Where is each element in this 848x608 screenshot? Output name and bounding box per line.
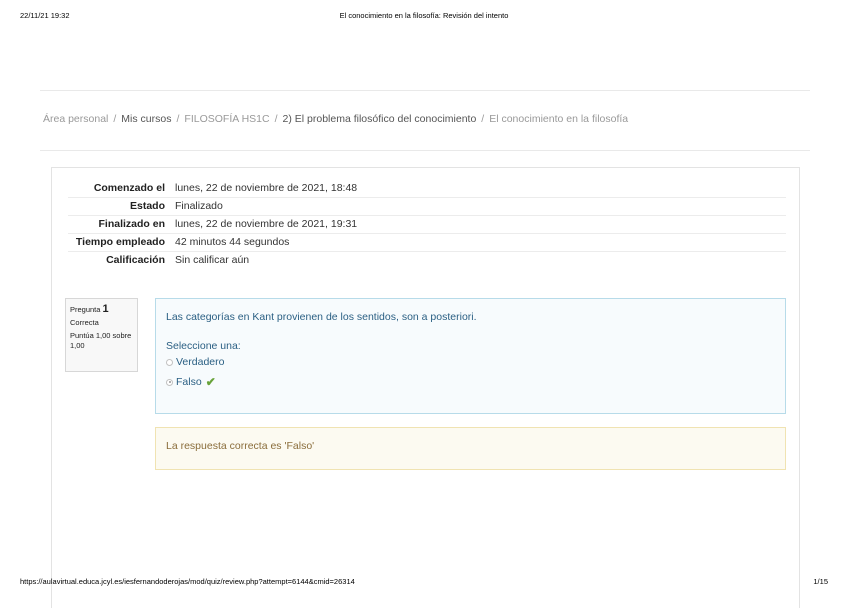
breadcrumb-item-course[interactable]: FILOSOFÍA HS1C: [184, 113, 270, 125]
print-url: https://aulavirtual.educa.jcyl.es/iesfernandoderojas/mod/quiz/review.php?attempt=6144&cmid=26314: [20, 577, 355, 586]
summary-row-state: [68, 198, 786, 216]
quiz-review-card: [51, 167, 800, 608]
summary-label: Tiempo empleado: [75, 236, 165, 248]
breadcrumb-item-mis-cursos[interactable]: Mis cursos: [121, 113, 172, 125]
summary-label: Finalizado en: [98, 218, 165, 230]
breadcrumb-item-section[interactable]: 2) El problema filosófico del conocimiento: [282, 113, 477, 125]
question-number-line: [70, 304, 133, 315]
question-label: Pregunta: [70, 305, 101, 314]
answer-option-falso[interactable]: [166, 376, 775, 388]
question-formulation: [155, 298, 786, 414]
summary-value: lunes, 22 de noviembre de 2021, 19:31: [175, 218, 358, 230]
summary-row-grade: [68, 252, 786, 270]
radio-icon[interactable]: [166, 359, 173, 366]
summary-label: Estado: [129, 200, 165, 212]
breadcrumb-item-quiz[interactable]: El conocimiento en la filosofía: [489, 113, 629, 125]
summary-value: Sin calificar aún: [175, 254, 250, 266]
question-info-box: [65, 298, 138, 372]
print-document-title: El conocimiento en la filosofía: Revisión del intento: [339, 11, 509, 20]
breadcrumb-separator: /: [481, 113, 485, 125]
summary-row-started: [68, 180, 786, 198]
summary-value: Finalizado: [175, 200, 223, 212]
question-grade: Puntúa 1,00 sobre 1,00: [70, 331, 132, 350]
attempt-summary-table: [68, 180, 786, 269]
answer-option-label: Verdadero: [176, 356, 225, 368]
print-page-number: 1/15: [813, 577, 828, 586]
question-text: Las categorías en Kant provienen de los sentidos, son a posteriori.: [166, 311, 477, 323]
breadcrumb: [43, 113, 628, 125]
print-footer: [20, 577, 828, 589]
summary-value: 42 minutos 44 segundos: [175, 236, 290, 248]
breadcrumb-separator: /: [113, 113, 117, 125]
breadcrumb-item-area-personal[interactable]: Área personal: [43, 113, 109, 125]
check-icon: ✔: [205, 375, 216, 389]
correct-answer-text: La respuesta correcta es 'Falso': [166, 440, 315, 452]
answer-option-label: Falso: [176, 376, 202, 388]
top-divider: [40, 90, 810, 91]
summary-row-time-taken: [68, 234, 786, 252]
answer-option-verdadero[interactable]: [166, 356, 775, 368]
radio-icon[interactable]: [166, 379, 173, 386]
answer-prompt: Seleccione una:: [166, 340, 241, 352]
breadcrumb-separator: /: [176, 113, 180, 125]
summary-value: lunes, 22 de noviembre de 2021, 18:48: [175, 182, 358, 194]
question-number: 1: [102, 303, 109, 315]
breadcrumb-divider: [40, 150, 810, 151]
question-state: Correcta: [70, 318, 99, 327]
print-datetime: 22/11/21 19:32: [20, 11, 70, 20]
summary-label: Calificación: [106, 254, 165, 266]
question-feedback: [155, 427, 786, 470]
summary-row-finished: [68, 216, 786, 234]
print-header: [20, 11, 828, 23]
summary-label: Comenzado el: [93, 182, 165, 194]
breadcrumb-separator: /: [274, 113, 278, 125]
